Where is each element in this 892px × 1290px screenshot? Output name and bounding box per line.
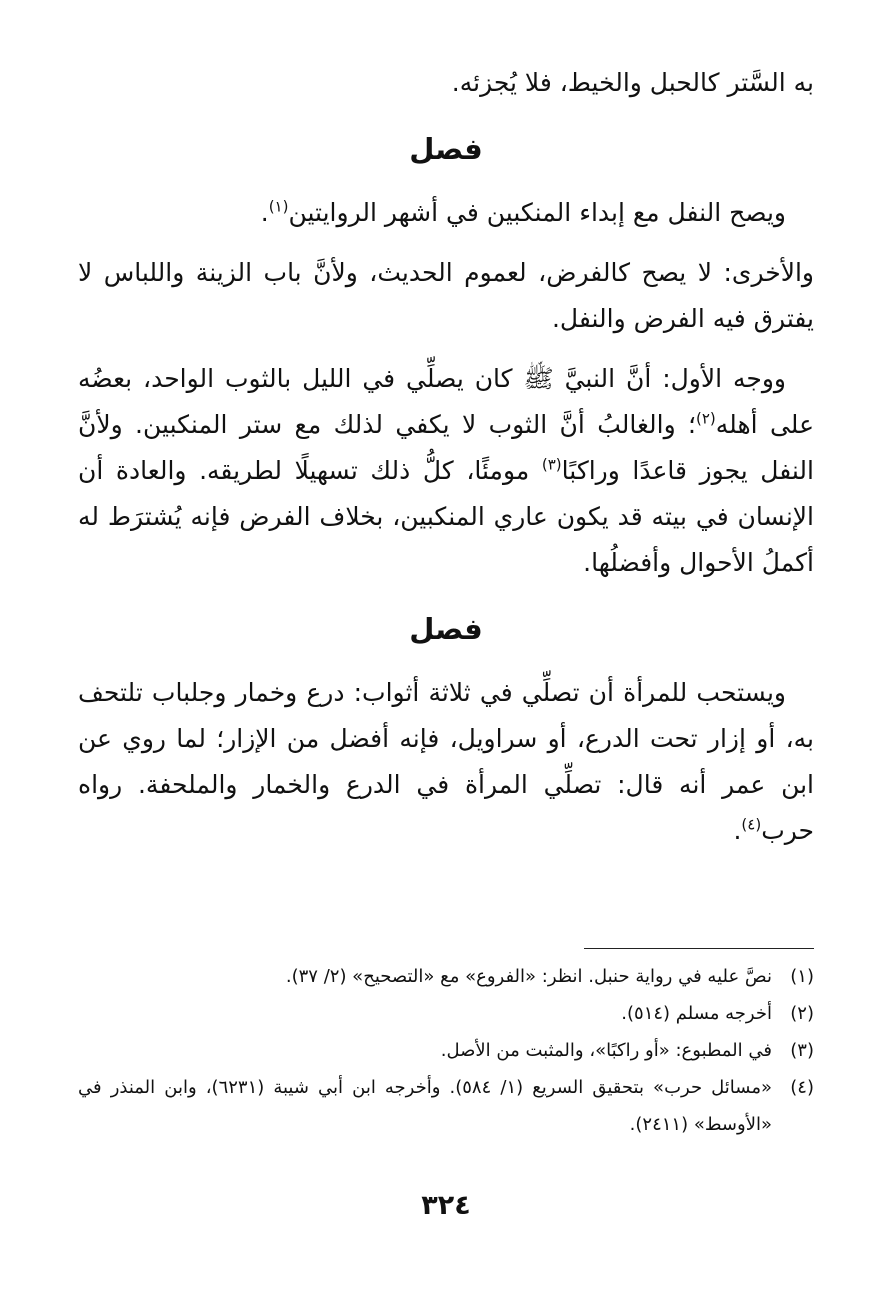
- paragraph-4: [78, 670, 814, 854]
- paragraph-4-text: ويستحب للمرأة أن تصلِّي في ثلاثة أثواب: درع وخمار وجلباب تلتحف به، أو إزار تحت الدرع، أو سراويل، فإنه أفضل من الإزار؛ لما روي عن ابن عمر أنه قال: تصلِّي المرأة في الدرع والخمار والملحفة. رواه حرب: [78, 678, 814, 845]
- footnote-ref-1: (١): [268, 197, 289, 216]
- footnote-ref-3: (٣): [541, 455, 562, 474]
- footnote-4: [78, 1069, 814, 1143]
- footnote-text: «مسائل حرب» بتحقيق السريع (١/ ٥٨٤). وأخرجه ابن أبي شيبة (٦٢٣١)، وابن المنذر في «الأوسط» (٢٤١١).: [78, 1077, 772, 1135]
- footnote-number: (٢): [790, 1003, 814, 1024]
- paragraph-1: [78, 190, 814, 236]
- paragraph-3-text-a: ووجه الأول: أنَّ النبيَّ ﷺ كان يصلِّي في الليل بالثوب الواحد، بعضُه على أهله: [78, 364, 814, 439]
- footnote-text: في المطبوع: «أو راكبًا»، والمثبت من الأصل.: [440, 1040, 772, 1061]
- paragraph-4-end: .: [733, 816, 742, 845]
- section-heading-1: فصل: [409, 132, 483, 166]
- page-number: ٣٢٤: [421, 1190, 471, 1221]
- paragraph-2-text: والأخرى: لا يصح كالفرض، لعموم الحديث، ولأنَّ باب الزينة واللباس لا يفترق فيه الفرض والنفل.: [78, 258, 814, 333]
- footnote-3: [78, 1032, 814, 1069]
- paragraph-1-text: ويصح النفل مع إبداء المنكبين في أشهر الروايتين: [288, 198, 786, 227]
- footnote-number: (١): [790, 966, 814, 987]
- footnote-text: أخرجه مسلم (٥١٤).: [621, 1003, 772, 1024]
- footnote-text: نصَّ عليه في رواية حنبل. انظر: «الفروع» مع «التصحيح» (٢/ ٣٧).: [285, 966, 772, 987]
- footnote-1: [78, 958, 814, 995]
- paragraph-continuation-text: به السَّتر كالحبل والخيط، فلا يُجزئه.: [451, 68, 814, 97]
- main-text: [78, 60, 814, 868]
- footnote-number: (٤): [790, 1077, 814, 1098]
- paragraph-3-text-b: ؛ والغالبُ أنَّ الثوب لا يكفي لذلك مع ستر المنكبين. ولأنَّ النفل يجوز قاعدًا وراكبًا: [78, 410, 814, 485]
- paragraph-3-text-c: مومئًا، كلُّ ذلك تسهيلًا لطريقه. والعادة أن الإنسان في بيته قد يكون عاري المنكبين، بخلاف الفرض فإنه يُشترَط له أكملُ الأحوال وأفضلُها.: [78, 456, 814, 577]
- section-heading-2: فصل: [409, 612, 483, 646]
- paragraph-1-end: .: [260, 198, 269, 227]
- footnote-2: [78, 995, 814, 1032]
- paragraph-continuation: [78, 60, 814, 106]
- footnote-number: (٣): [790, 1040, 814, 1061]
- footnote-divider: [584, 948, 814, 949]
- paragraph-3: [78, 356, 814, 586]
- footnotes: [78, 958, 814, 1143]
- paragraph-2: [78, 250, 814, 342]
- footnote-ref-2: (٢): [696, 409, 716, 428]
- footnote-ref-4: (٤): [741, 815, 762, 834]
